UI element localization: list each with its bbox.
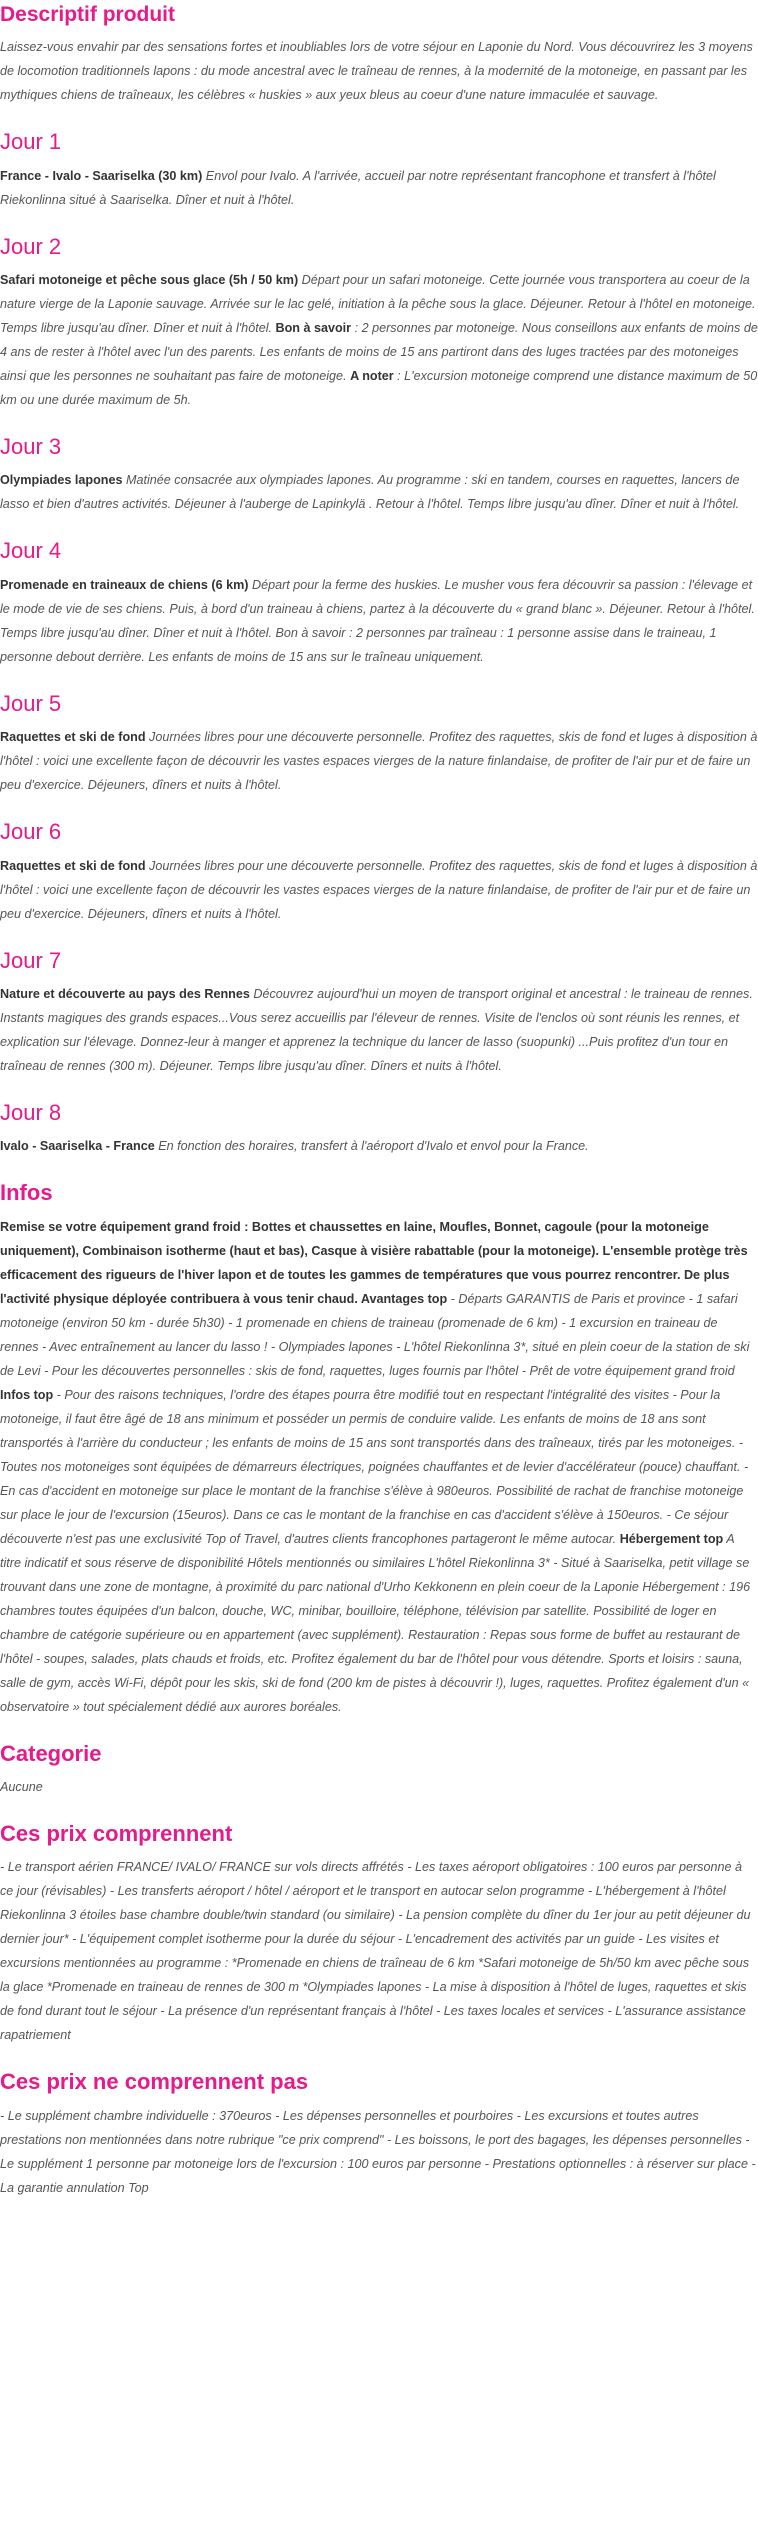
prices-excluded-text: - Le supplément chambre individuelle : 370euros - Les dépenses personnelles et pourboires - Les excursions et toutes autres prestations non mentionnées dans notre rubrique "ce prix comprend" - Les boissons, le port des bagages, les dépenses personnelles - Le supplément 1 personne par motoneige lors de l'excursion : 100 euros par personne - Prestations optionnelles : à réserver sur place - La garantie annulation Top — [0, 2108, 756, 2195]
product-description-title: Descriptif produit — [0, 3, 176, 26]
day-description — [0, 468, 758, 516]
day-section — [0, 1078, 758, 1158]
prices-excluded-section — [0, 2047, 758, 2199]
categorie-section — [0, 1719, 758, 1799]
day-title: Jour 7 — [0, 947, 62, 973]
prices-included-text: - Le transport aérien FRANCE/ IVALO/ FRANCE sur vols directs affrétés - Les taxes aéroport obligatoires : 100 euros par personne à ce jour (révisables) - Les transferts aéroport / hôtel / aéroport et le transport en autocar selon programme - L'hébergement à l'hôtel Riekonlinna 3 étoiles base chambre double/twin standard (ou similaire) - La pension complète du dîner du 1er jour au petit déjeuner du dernier jour* - L'équipement complet isotherme pour la durée du séjour - L'encadrement des activités par un guide - Les visites et excursions mentionnées au programme : *Promenade en chiens de traîneau de 6 km *Safari motoneige de 5h/50 km avec pêche sous la glace *Promenade en traineau de rennes de 300 m *Olympiades lapones - La mise à disposition à l'hôtel de luges, raquettes et skis de fond durant tout le séjour - La présence d'un représentant français à l'hôtel - Les taxes locales et services - L'assurance assistance rapatriement — [0, 1860, 751, 2043]
infos-section — [0, 1158, 758, 1718]
day-description — [0, 854, 758, 926]
day-description — [0, 725, 758, 797]
day-description — [0, 164, 758, 212]
day-text: Matinée consacrée aux olympiades lapones. Au programme : ski en tandem, courses en raquettes, lancers de lasso et bien d'autres activités. Déjeuner à l'auberge de Lapinkylä . Retour à l'hôtel. Temps libre jusqu'au dîner. Dîner et nuit à l'hôtel. — [0, 473, 740, 512]
infos-text — [0, 1215, 758, 1719]
day-text: : L'excursion motoneige comprend une distance maximum de 50 km ou une durée maximum de 5h. — [0, 368, 758, 407]
prices-included-section — [0, 1799, 758, 2047]
product-description-text: Laissez-vous envahir par des sensations fortes et inoubliables lors de votre séjour en Laponie du Nord. Vous découvrirez les 3 moyens de locomotion traditionnels lapons : du mode ancestral avec le traîneau de rennes, à la modernité de la motoneige, en passant par les mythiques chiens de traîneaux, les célèbres « huskies » aux yeux bleus au coeur d'une nature immaculée et sauvage. — [0, 40, 753, 103]
prices-included-title: Ces prix comprennent — [0, 1821, 233, 1847]
day-highlight: Ivalo - Saariselka - France — [0, 1139, 155, 1154]
infos-highlight: Remise se votre équipement grand froid : Bottes et chaussettes en laine, Moufles, Bonnet, cagoule (pour la motoneige uniquement), Combinaison isotherme (haut et bas), Casque à visière rabattable (pour la motoneige). L'ensemble protège très efficacement des rigueurs de l'hiver lapon et de toutes les gammes de températures que vous pourrez rencontrer. De plus l'activité physique déployée contribuera à vous tenir chaud. Avantages top — [0, 1219, 748, 1306]
day-title: Jour 5 — [0, 690, 62, 716]
infos-title: Infos — [0, 1180, 53, 1206]
day-highlight: Bon à savoir — [275, 320, 352, 335]
day-title: Jour 1 — [0, 129, 62, 155]
day-text: : 2 personnes par motoneige. Nous conseillons aux enfants de moins de 4 ans de rester à l'hôtel avec l'un des parents. Les enfants de moins de 15 ans partiront dans des luges tractées par des motoneiges ainsi que les personnes ne souhaitant pas faire de motoneige. — [0, 320, 758, 383]
categorie-value: Aucune — [0, 1780, 43, 1795]
day-highlight: Safari motoneige et pêche sous glace (5h / 50 km) — [0, 272, 299, 287]
itinerary — [0, 107, 758, 1158]
categorie-title: Categorie — [0, 1740, 102, 1766]
day-section — [0, 669, 758, 797]
day-title: Jour 2 — [0, 233, 62, 259]
infos-span: A titre indicatif et sous réserve de disponibilité Hôtels mentionnés ou similaires L'hôtel Riekonlinna 3* - Situé à Saariselka, petit village se trouvant dans une zone de montagne, à proximité du parc national d'Urho Kekkonenn en plein coeur de la Laponie Hébergement : 196 chambres toutes équipées d'un balcon, douche, WC, minibar, bouilloire, téléphone, télévision par satellite. Possibilité de loger en chambre de catégorie supérieure ou en appartement (avec supplément). Restauration : Repas sous forme de buffet au restaurant de l'hôtel - soupes, salades, plats chauds et froids, etc. Profitez également du bar de l'hôtel pour vous détendre. Sports et loisirs : sauna, salle de gym, accès Wi-Fi, dépôt pour les skis, ski de fond (200 km de pistes à découvrir !), luges, raquettes. Profitez également d'un « observatoire » tout spécialement dédié aux aurores boréales. — [0, 1531, 751, 1714]
infos-span: - Départs GARANTIS de Paris et province - 1 safari motoneige (environ 50 km - durée 5h30) - 1 promenade en chiens de traineau (promenade de 6 km) - 1 excursion en traineau de rennes - Avec entraînement au lancer du lasso ! - Olympiades lapones - L'hôtel Riekonlinna 3*, situé en plein coeur de la station de ski de Levi - Pour les découvertes personnelles : skis de fond, raquettes, luges fournis par l'hôtel - Prêt de votre équipement grand froid — [0, 1291, 750, 1378]
day-text: Journées libres pour une découverte personnelle. Profitez des raquettes, skis de fond et luges à disposition à l'hôtel : voici une excellente façon de découvrir les vastes espaces vierges de la nature finlandaise, de profiter de l'air pur et de faire un peu d'exercice. Déjeuners, dîners et nuits à l'hôtel. — [0, 858, 758, 921]
day-description — [0, 268, 758, 412]
day-section — [0, 412, 758, 516]
day-description — [0, 1134, 758, 1158]
day-text: Journées libres pour une découverte personnelle. Profitez des raquettes, skis de fond et luges à disposition à l'hôtel : voici une excellente façon de découvrir les vastes espaces vierges de la nature finlandaise, de profiter de l'air pur et de faire un peu d'exercice. Déjeuners, dîners et nuits à l'hôtel. — [0, 730, 758, 793]
day-highlight: Olympiades lapones — [0, 473, 123, 488]
day-title: Jour 6 — [0, 819, 62, 845]
day-section — [0, 797, 758, 925]
day-highlight: Nature et découverte au pays des Rennes — [0, 986, 250, 1001]
day-section — [0, 107, 758, 211]
day-description — [0, 982, 758, 1078]
prices-excluded-title: Ces prix ne comprennent pas — [0, 2069, 309, 2095]
day-section — [0, 926, 758, 1078]
day-highlight: Raquettes et ski de fond — [0, 858, 146, 873]
day-text: Départ pour la ferme des huskies. Le musher vous fera découvrir sa passion : l'élevage et le mode de vie de ses chiens. Puis, à bord d'un traineau à chiens, partez à la découverte du « grand blanc ». Déjeuner. Retour à l'hôtel. Temps libre jusqu'au dîner. Dîner et nuit à l'hôtel. Bon à savoir : 2 personnes par traîneau : 1 personne assise dans le traineau, 1 personne debout derrière. Les enfants de moins de 15 ans sur le traîneau uniquement. — [0, 577, 755, 664]
day-text: Découvrez aujourd'hui un moyen de transport original et ancestral : le traineau de rennes. Instants magiques des grands espaces...Vous serez accueillis par l'éleveur de rennes. Visite de l'enclos où sont réunis les rennes, et explication sur l'élevage. Donnez-leur à manger et apprenez la technique du lancer de lasso (suopunki) ...Puis profitez d'un tour en traîneau de rennes (300 m). Déjeuner. Temps libre jusqu'au dîner. Dîners et nuits à l'hôtel. — [0, 986, 753, 1073]
infos-highlight: Infos top — [0, 1387, 54, 1402]
day-text: Départ pour un safari motoneige. Cette journée vous transportera au coeur de la nature vierge de la Laponie sauvage. Arrivée sur le lac gelé, initiation à la pêche sous la glace. Déjeuner. Retour à l'hôtel en motoneige. Temps libre jusqu'au dîner. Dîner et nuit à l'hôtel. — [0, 272, 756, 335]
day-title: Jour 8 — [0, 1099, 62, 1125]
product-description-section — [0, 0, 758, 107]
day-section — [0, 212, 758, 412]
day-title: Jour 4 — [0, 538, 62, 564]
day-section — [0, 516, 758, 668]
infos-highlight: Hébergement top — [619, 1531, 724, 1546]
infos-span: - Pour des raisons techniques, l'ordre des étapes pourra être modifié tout en respectant l'intégralité des visites - Pour la motoneige, il faut être âgé de 18 ans minimum et posséder un permis de conduire valide. Les enfants de moins de 18 ans sont transportés à l'arrière du conducteur ; les enfants de moins de 15 ans sont transportés dans des traîneaux, tirés par les motoneiges. - Toutes nos motoneiges sont équipées de démarreurs électriques, poignées chauffantes et de levier d'accélérateur (pouce) chauffant. - En cas d'accident en motoneige sur place le montant de la franchise s'élève à 980euros. Possibilité de rachat de franchise motoneige sur place le jour de l'excursion (15euros). Dans ce cas le montant de la franchise en cas d'accident s'élève à 150euros. - Ce séjour découverte n'est pas une exclusivité Top of Travel, d'autres clients francophones partageront le même autocar. — [0, 1387, 749, 1546]
day-description — [0, 573, 758, 669]
day-highlight: A noter — [350, 368, 394, 383]
day-text: En fonction des horaires, transfert à l'aéroport d'Ivalo et envol pour la France. — [154, 1139, 589, 1154]
day-text: Envol pour Ivalo. A l'arrivée, accueil par notre représentant francophone et transfert à l'hôtel Riekonlinna situé à Saariselka. Dîner et nuit à l'hôtel. — [0, 168, 716, 207]
day-highlight: Promenade en traineaux de chiens (6 km) — [0, 577, 249, 592]
day-highlight: France - Ivalo - Saariselka (30 km) — [0, 168, 203, 183]
day-title: Jour 3 — [0, 433, 62, 459]
day-highlight: Raquettes et ski de fond — [0, 730, 146, 745]
